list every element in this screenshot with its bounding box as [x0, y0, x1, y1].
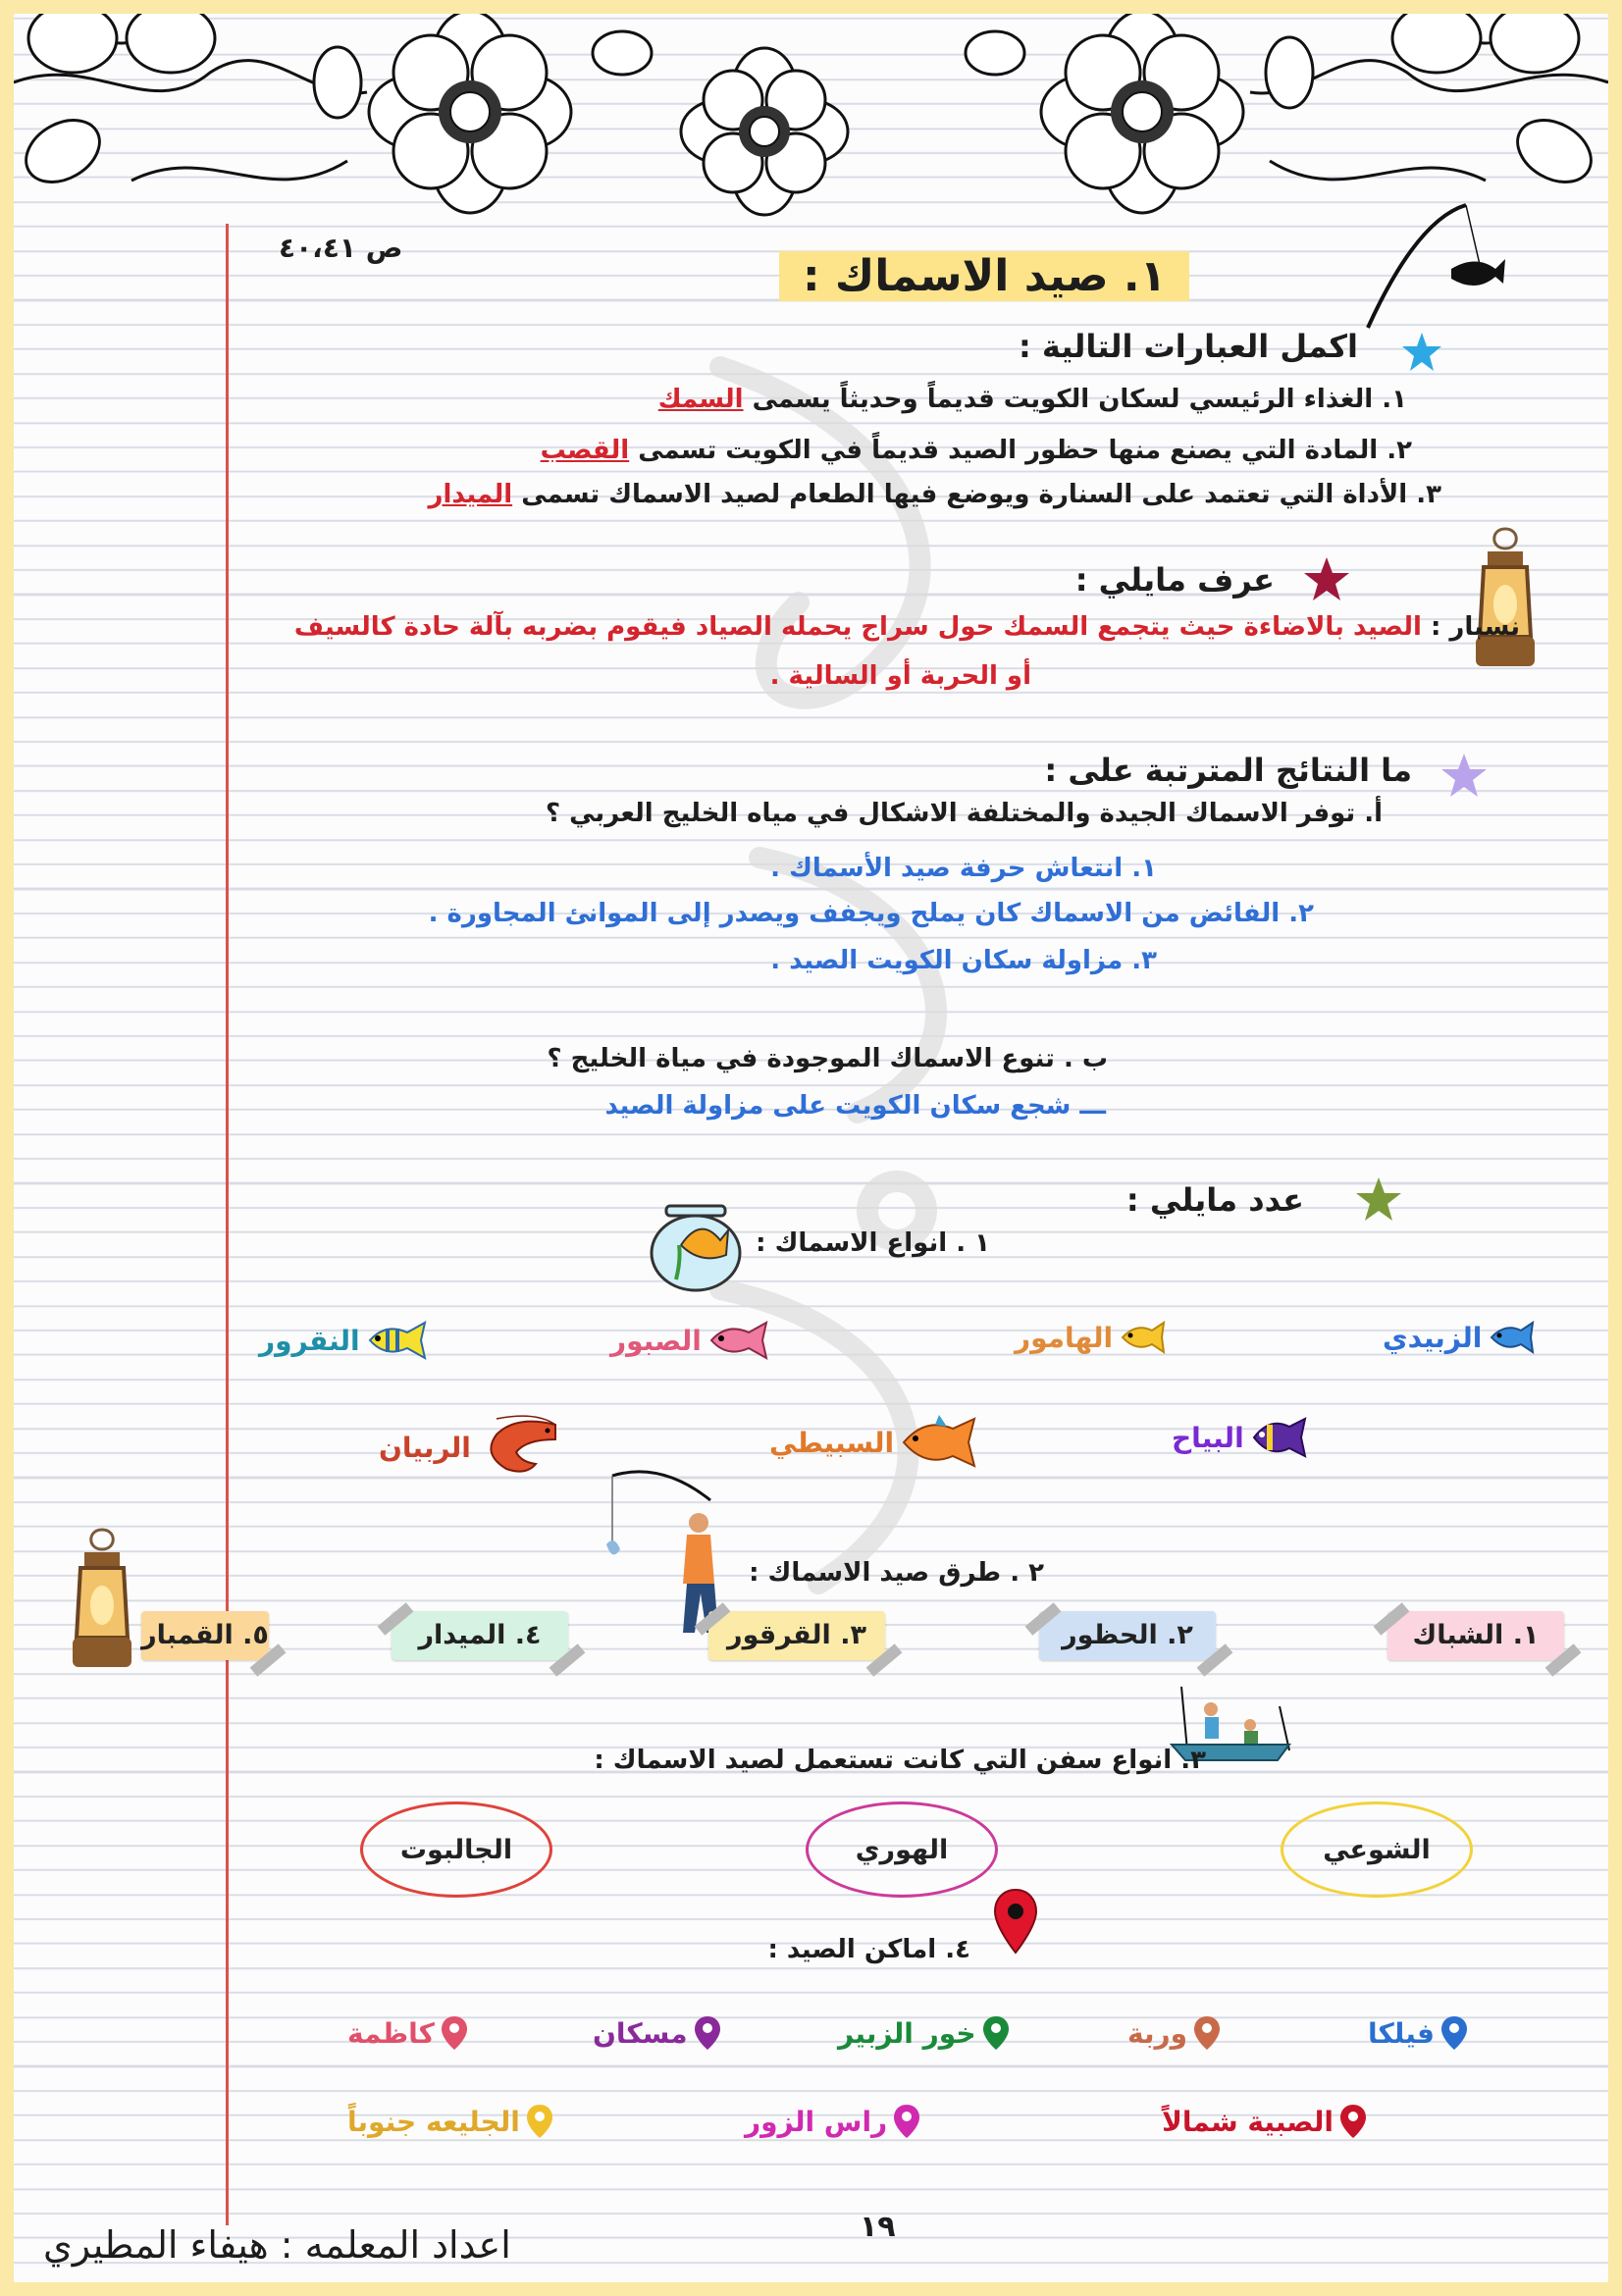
location-pin-icon	[993, 1888, 1038, 1955]
fish-icon	[707, 1321, 770, 1360]
definition-text: الصيد بالاضاءة حيث يتجمع السمك حول سراج يحمله الصياد فيقوم بضربه بآلة حادة كالسيف	[293, 612, 1422, 642]
results-answer-a3: ٣. مزاولة سكان الكويت الصيد .	[770, 946, 1157, 975]
section-heading-complete: اكمل العبارات التالية :	[1018, 328, 1358, 365]
star-icon	[1354, 1175, 1403, 1225]
method-label: ٢. الحظور	[1062, 1620, 1193, 1650]
method-tag	[1039, 1611, 1216, 1660]
complete-item-text: ٣. الأداة التي تعتمد على السنارة ويوضع فيها الطعام لصيد الاسماك تسمى	[521, 480, 1441, 509]
definition-line-1	[294, 612, 1520, 642]
worksheet-page	[14, 14, 1608, 2282]
method-label: ٣. القرقور	[727, 1620, 866, 1650]
margin-line	[226, 224, 229, 2225]
definition-line-2: أو الحربة أو السالية .	[769, 661, 1031, 691]
fish-item	[1172, 1415, 1309, 1460]
fish-icon	[1488, 1321, 1537, 1354]
location-pin-icon	[1193, 2015, 1221, 2051]
page-number: ١٩	[860, 2210, 896, 2244]
location-pin-icon	[982, 2015, 1010, 2051]
place-name: كاظمة	[347, 2016, 435, 2050]
results-answer-a1: ١. انتعاش حرفة صيد الأسماك .	[770, 854, 1157, 883]
complete-item-answer: القصب	[540, 436, 630, 465]
place-item	[745, 2104, 920, 2139]
definition-term: نسبار :	[1430, 612, 1520, 642]
place-name: الجليعه جنوباً	[347, 2105, 520, 2138]
lantern-icon	[63, 1525, 141, 1682]
results-answer-b: ـــ شجع سكان الكويت على مزاولة الصيد	[604, 1091, 1106, 1121]
fish-types-title: ١ . انواع الاسماك :	[756, 1228, 990, 1258]
star-icon	[1302, 555, 1351, 604]
footer-author: اعداد المعلمه : هيفاء المطيري	[43, 2223, 511, 2267]
fish-item	[610, 1321, 770, 1360]
boat-oval	[806, 1801, 998, 1898]
place-item	[1368, 2015, 1468, 2051]
location-pin-icon	[694, 2015, 721, 2051]
complete-item-text: ٢. المادة التي يصنع منها حظور الصيد قديماً في الكويت تسمى	[638, 436, 1412, 465]
section-heading-count: عدد مايلي :	[1125, 1181, 1304, 1219]
lantern-icon	[1466, 524, 1544, 681]
fishing-rod-icon	[1358, 200, 1505, 338]
complete-item-3	[429, 480, 1441, 509]
place-item	[1127, 2015, 1221, 2051]
method-label: ٥. القمبار	[141, 1620, 269, 1650]
fish-name: البياح	[1172, 1421, 1244, 1454]
fish-icon	[900, 1415, 978, 1470]
complete-item-answer: الميدار	[428, 480, 513, 509]
fish-name: النقرور	[259, 1324, 360, 1357]
fish-item	[379, 1415, 565, 1480]
lesson-title	[779, 247, 1189, 306]
place-item	[347, 2015, 468, 2051]
fish-icon	[366, 1321, 429, 1360]
place-name: الصبية شمالاً	[1162, 2105, 1334, 2138]
location-pin-icon	[526, 2104, 553, 2139]
location-pin-icon	[441, 2015, 468, 2051]
fish-name: الهامور	[1015, 1321, 1114, 1354]
places-title: ٤. اماكن الصيد :	[767, 1935, 970, 1964]
fish-name: الربيان	[379, 1431, 471, 1464]
star-icon	[1439, 752, 1489, 801]
fish-item	[1383, 1321, 1537, 1354]
fish-item	[769, 1415, 978, 1470]
results-question-b: ب . تنوع الاسماك الموجودة في مياة الخليج ؟	[547, 1044, 1108, 1073]
complete-item-1	[658, 385, 1407, 414]
place-name: خور الزبير	[838, 2016, 976, 2050]
methods-title: ٢ . طرق صيد الاسماك :	[749, 1558, 1044, 1588]
complete-item-text: ١. الغذاء الرئيسي لسكان الكويت قديماً وحديثاً يسمى	[752, 385, 1407, 414]
fish-item	[1015, 1321, 1168, 1354]
method-label: ٤. الميدار	[418, 1620, 542, 1650]
results-answer-a2: ٢. الفائض من الاسماك كان يملح ويجفف ويصدر إلى الموانئ المجاورة .	[428, 899, 1314, 928]
method-tag	[708, 1611, 885, 1660]
boats-title: ٣. انواع سفن التي كانت تستعمل لصيد الاسماك :	[594, 1746, 1206, 1775]
location-pin-icon	[1440, 2015, 1468, 2051]
place-name: وربة	[1127, 2016, 1188, 2050]
section-heading-results: ما النتائج المترتبة على :	[1044, 752, 1412, 789]
location-pin-icon	[893, 2104, 920, 2139]
shrimp-icon	[477, 1415, 565, 1480]
boat-oval	[1281, 1801, 1473, 1898]
boat-oval	[360, 1801, 552, 1898]
location-pin-icon	[1339, 2104, 1367, 2139]
section-heading-define: عرف مايلي :	[1074, 561, 1275, 599]
flower-border-decoration	[14, 14, 1608, 230]
place-name: راس الزور	[745, 2105, 888, 2138]
fish-name: الزبيدي	[1383, 1321, 1483, 1354]
fish-item	[259, 1321, 429, 1360]
place-item	[593, 2015, 721, 2051]
method-label: ١. الشباك	[1412, 1620, 1540, 1650]
method-tag	[141, 1611, 269, 1660]
method-tag	[1387, 1611, 1564, 1660]
place-item	[838, 2015, 1010, 2051]
lesson-title-text: ١. صيد الاسماك :	[779, 251, 1189, 301]
place-name: مسكان	[593, 2016, 688, 2050]
fish-icon	[1119, 1321, 1168, 1354]
place-item	[347, 2104, 553, 2139]
boat-name: الشوعي	[1323, 1834, 1431, 1865]
complete-item-2	[541, 436, 1412, 465]
fish-name: الصبور	[610, 1324, 702, 1357]
complete-item-answer: السمك	[657, 385, 744, 414]
place-name: فيلكا	[1368, 2016, 1435, 2050]
star-icon	[1400, 331, 1443, 374]
results-question-a: أ. توفر الاسماك الجيدة والمختلفة الاشكال في مياه الخليج العربي ؟	[545, 799, 1383, 828]
fishbowl-icon	[642, 1186, 750, 1294]
boat-name: الهوري	[855, 1834, 949, 1865]
fish-name: السبيطي	[769, 1426, 895, 1459]
page-reference: ص ٤٠،٤١	[279, 232, 403, 264]
boat-name: الجالبوت	[399, 1834, 513, 1865]
method-tag	[392, 1611, 568, 1660]
place-item	[1162, 2104, 1367, 2139]
fish-icon	[1250, 1415, 1309, 1460]
